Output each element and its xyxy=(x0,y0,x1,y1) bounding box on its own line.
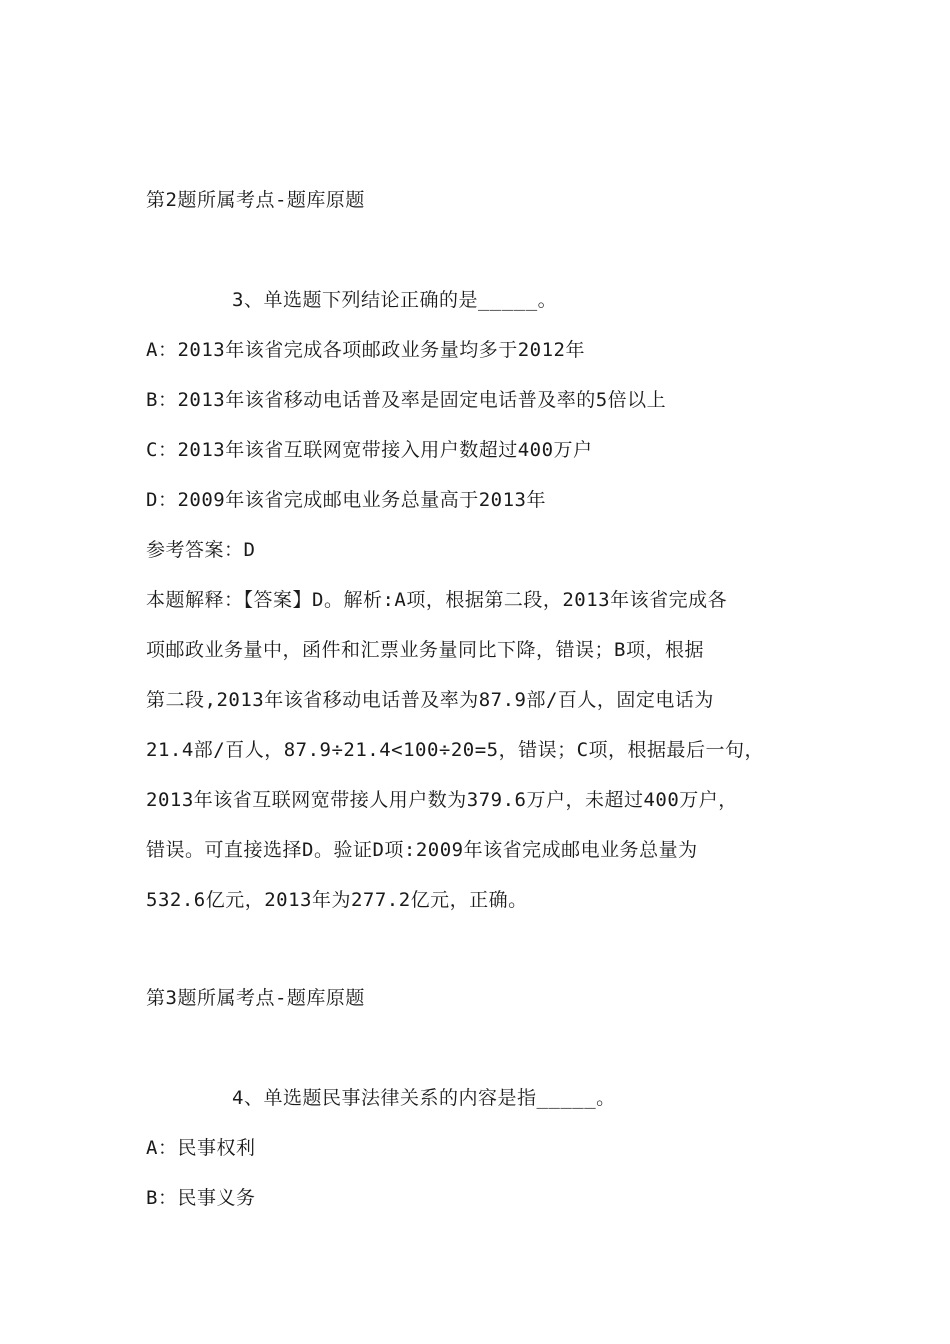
reference-answer: 参考答案：D xyxy=(146,539,256,561)
section-tag: 第3题所属考点-题库原题 xyxy=(146,987,365,1009)
option-c: C：2013年该省互联网宽带接入用户数超过400万户 xyxy=(146,439,593,461)
option-b: B：民事义务 xyxy=(146,1187,256,1209)
option-a: A：2013年该省完成各项邮政业务量均多于2012年 xyxy=(146,339,585,361)
question-stem: 3、单选题下列结论正确的是_____。 xyxy=(232,289,558,311)
option-a: A：民事权利 xyxy=(146,1137,256,1159)
explanation-line: 21.4部/百人，87.9÷21.4<100÷20=5，错误；C项，根据最后一句， xyxy=(146,739,765,761)
section-tag: 第2题所属考点-题库原题 xyxy=(146,189,365,211)
question-stem: 4、单选题民事法律关系的内容是指_____。 xyxy=(232,1087,616,1109)
explanation-line: 错误。可直接选择D。验证D项:2009年该省完成邮电业务总量为 xyxy=(146,839,698,861)
explanation-line: 2013年该省互联网宽带接人用户数为379.6万户，未超过400万户， xyxy=(146,789,738,811)
explanation-line: 532.6亿元，2013年为277.2亿元，正确。 xyxy=(146,889,528,911)
explanation-line: 第二段,2013年该省移动电话普及率为87.9部/百人，固定电话为 xyxy=(146,689,714,711)
explanation-line: 本题解释：【答案】D。解析:A项，根据第二段，2013年该省完成各 xyxy=(146,589,728,611)
option-b: B：2013年该省移动电话普及率是固定电话普及率的5倍以上 xyxy=(146,389,667,411)
explanation-line: 项邮政业务量中，函件和汇票业务量同比下降，错误；B项，根据 xyxy=(146,639,704,661)
option-d: D：2009年该省完成邮电业务总量高于2013年 xyxy=(146,489,546,511)
